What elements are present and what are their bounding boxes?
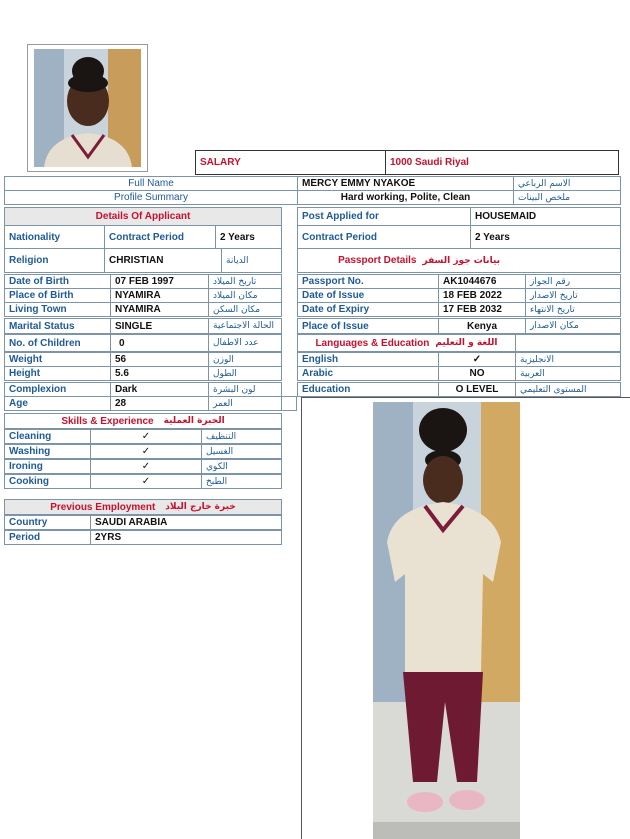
complexion-arabic: لون البشرة xyxy=(208,382,282,397)
place-issue-value: Kenya xyxy=(438,318,526,334)
english-value: ✓ xyxy=(438,352,516,367)
profile-arabic: ملخص البينات xyxy=(513,190,621,205)
height-value: 5.6 xyxy=(110,366,209,381)
skills-title-ar: الخبرة العملية xyxy=(163,416,225,426)
divider-top xyxy=(301,397,630,398)
height-arabic: الطول xyxy=(208,366,282,381)
complexion-label: Complexion xyxy=(4,382,111,397)
post-label: Post Applied for xyxy=(297,207,471,226)
children-label: No. of Children xyxy=(4,334,111,352)
date-expiry-value: 17 FEB 2032 xyxy=(438,302,526,317)
age-arabic: العمر xyxy=(208,396,282,411)
passport-title xyxy=(297,248,621,273)
cooking-check: ✓ xyxy=(90,474,202,489)
salary-value: 1000 Saudi Riyal xyxy=(385,150,619,175)
cleaning-label: Cleaning xyxy=(4,429,91,444)
arabic-arabic: العربية xyxy=(515,366,621,381)
salary-label: SALARY xyxy=(195,150,386,175)
ironing-label: Ironing xyxy=(4,459,91,474)
dob-arabic: تاريخ الميلاد xyxy=(208,274,282,289)
cleaning-arabic: التنظيف xyxy=(201,429,282,444)
passport-title-ar: بيانات جوز السفر xyxy=(422,255,500,266)
marital-value: SINGLE xyxy=(110,318,209,334)
skills-title-en: Skills & Experience xyxy=(61,415,154,427)
full-name-label: Full Name xyxy=(4,176,298,191)
religion-arabic: الديانة xyxy=(221,248,282,273)
languages-title-empty xyxy=(515,334,621,352)
ironing-check: ✓ xyxy=(90,459,202,474)
living-town-value: NYAMIRA xyxy=(110,302,209,317)
country-value: SAUDI ARABIA xyxy=(90,515,282,530)
children-arabic: عدد الاطفال xyxy=(208,334,282,352)
date-expiry-label: Date of Expiry xyxy=(297,302,439,317)
contract-label-left: Contract Period xyxy=(104,225,216,249)
full-name-arabic: الاسم الرباعي xyxy=(513,176,621,191)
post-value: HOUSEMAID xyxy=(470,207,621,226)
education-label: Education xyxy=(297,382,439,397)
age-side-cell xyxy=(281,396,297,411)
education-value: O LEVEL xyxy=(438,382,516,397)
cooking-arabic: الطبخ xyxy=(201,474,282,489)
profile-value: Hard working, Polite, Clean xyxy=(297,190,514,205)
place-issue-arabic: مكان الاصدار xyxy=(525,318,621,334)
full-name-value: MERCY EMMY NYAKOE xyxy=(297,176,514,191)
washing-arabic: الغسيل xyxy=(201,444,282,459)
languages-title xyxy=(297,334,516,352)
date-issue-arabic: تاريخ الاصدار xyxy=(525,288,621,303)
nationality-label: Nationality xyxy=(4,225,105,249)
pob-value: NYAMIRA xyxy=(110,288,209,303)
passport-no-label: Passport No. xyxy=(297,274,439,289)
living-town-arabic: مكان السكن xyxy=(208,302,282,317)
religion-value: CHRISTIAN xyxy=(104,248,222,273)
contract-label-right: Contract Period xyxy=(297,225,471,249)
place-issue-label: Place of Issue xyxy=(297,318,439,334)
employment-title-ar: خبرة خارج البلاد xyxy=(165,502,236,512)
languages-title-en: Languages & Education xyxy=(315,337,430,349)
ironing-arabic: الكوي xyxy=(201,459,282,474)
skills-title xyxy=(4,413,282,429)
contract-value-left: 2 Years xyxy=(215,225,282,249)
english-label: English xyxy=(297,352,439,367)
passport-no-value: AK1044676 xyxy=(438,274,526,289)
age-value: 28 xyxy=(110,396,209,411)
full-length-image xyxy=(373,402,520,839)
pob-arabic: مكان الميلاد xyxy=(208,288,282,303)
living-town-label: Living Town xyxy=(4,302,111,317)
cooking-label: Cooking xyxy=(4,474,91,489)
age-label: Age xyxy=(4,396,111,411)
arabic-label: Arabic xyxy=(297,366,439,381)
dob-value: 07 FEB 1997 xyxy=(110,274,209,289)
education-arabic: المستوى التعليمي xyxy=(515,382,621,397)
contract-value-right: 2 Years xyxy=(470,225,621,249)
complexion-value: Dark xyxy=(110,382,209,397)
marital-label: Marital Status xyxy=(4,318,111,334)
pob-label: Place of Birth xyxy=(4,288,111,303)
weight-arabic: الوزن xyxy=(208,352,282,367)
passport-no-arabic: رقم الجواز xyxy=(525,274,621,289)
washing-check: ✓ xyxy=(90,444,202,459)
portrait-image xyxy=(28,45,147,171)
dob-label: Date of Birth xyxy=(4,274,111,289)
religion-label: Religion xyxy=(4,248,105,273)
cleaning-check: ✓ xyxy=(90,429,202,444)
employment-title-en: Previous Employment xyxy=(50,501,156,513)
country-label: Country xyxy=(4,515,91,530)
passport-title-en: Passport Details xyxy=(338,255,417,266)
height-label: Height xyxy=(4,366,111,381)
weight-value: 56 xyxy=(110,352,209,367)
full-length-photo xyxy=(373,402,520,839)
washing-label: Washing xyxy=(4,444,91,459)
portrait-photo xyxy=(27,44,148,172)
english-arabic: الانجليزية xyxy=(515,352,621,367)
children-value: 0 xyxy=(110,334,209,352)
marital-arabic: الحالة الاجتماعية xyxy=(208,318,282,334)
date-issue-value: 18 FEB 2022 xyxy=(438,288,526,303)
details-title: Details Of Applicant xyxy=(4,207,282,226)
employment-title xyxy=(4,499,282,515)
weight-label: Weight xyxy=(4,352,111,367)
arabic-value: NO xyxy=(438,366,516,381)
period-value: 2YRS xyxy=(90,530,282,545)
column-divider xyxy=(301,397,302,839)
date-issue-label: Date of Issue xyxy=(297,288,439,303)
date-expiry-arabic: تاريخ الانتهاء xyxy=(525,302,621,317)
languages-title-ar: اللغة و التعليم xyxy=(435,338,498,348)
profile-label: Profile Summary xyxy=(4,190,298,205)
period-label: Period xyxy=(4,530,91,545)
